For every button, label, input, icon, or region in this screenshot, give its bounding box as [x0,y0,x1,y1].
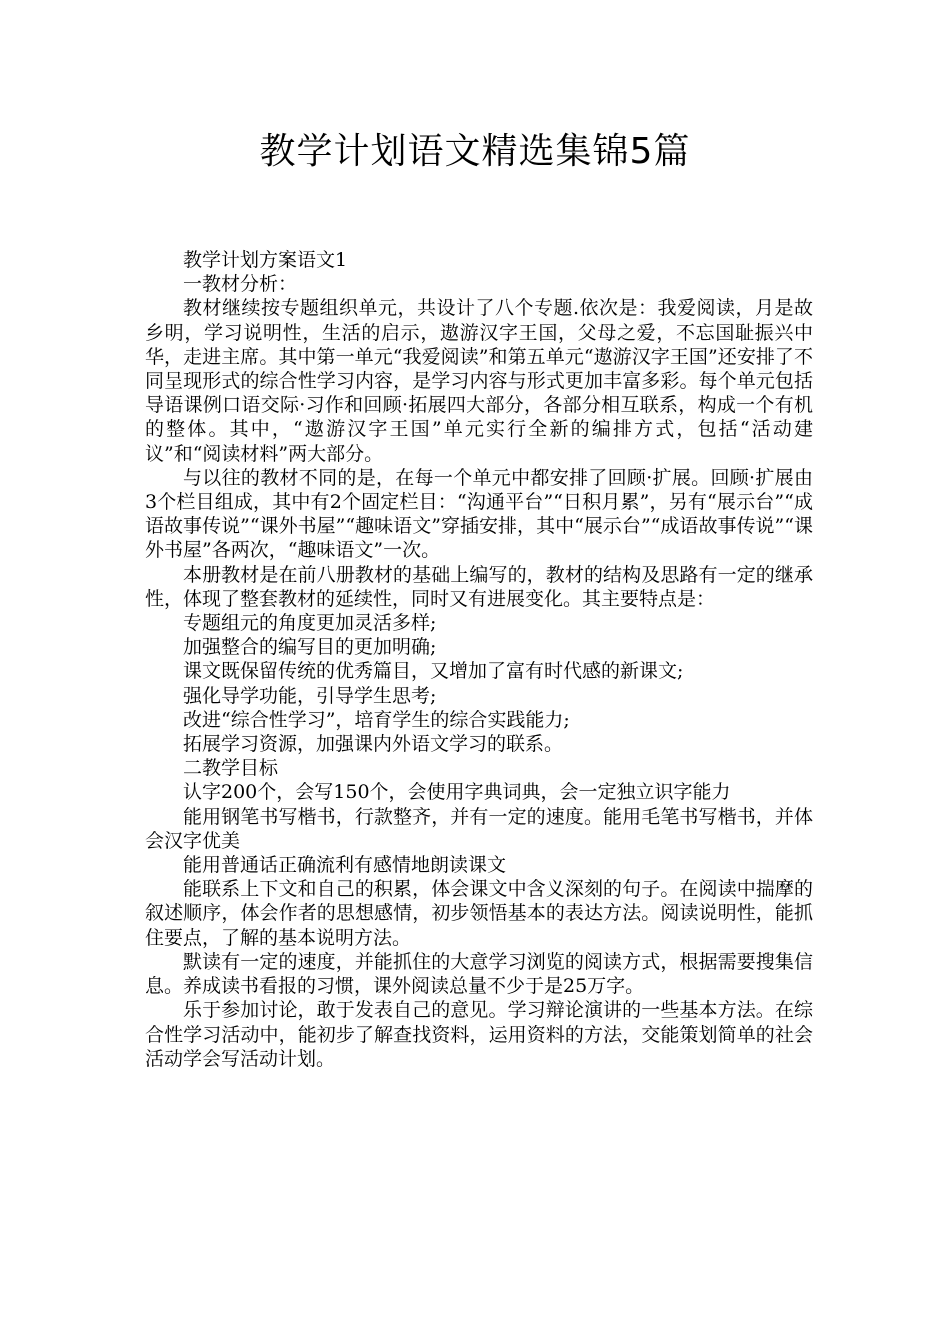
body-paragraph: 乐于参加讨论，敢于发表自己的意见。学习辩论演讲的一些基本方法。在综合性学习活动中，能初步了解查找资料，运用资料的方法，交能策划简单的社会活动学会写活动计划。 [145,999,813,1070]
subsection-heading: 二教学目标 [183,757,279,780]
body-paragraph: 能联系上下文和自己的积累，体会课文中含义深刻的句子。在阅读中揣摩的叙述顺序，体会作者的思想感情，初步领悟基本的表达方法。阅读说明性，能抓住要点，了解的基本说明方法。 [145,878,813,949]
section-heading: 教学计划方案语文1 [183,249,348,271]
body-paragraph: 本册教材是在前八册教材的基础上编写的，教材的结构及思路有一定的继承性，体现了整套教材的延续性，同时又有进展变化。其主要特点是： [145,563,813,610]
list-item: 拓展学习资源，加强课内外语文学习的联系。 [183,733,564,756]
body-paragraph: 教材继续按专题组织单元，共设计了八个专题.依次是：我爱阅读，月是故乡明，学习说明性，生活的启示，遨游汉字王国，父母之爱，不忘国耻振兴中华，走进主席。其中第一单元“我爱阅读”和第五单元“遨游汉字王国”还安排了不同呈现形式的综合性学习内容，是学习内容与形式更加丰富多彩。每个单元包括导语课例口语交际·习作和回顾·拓展四大部分，各部分相互联系，构成一个有机的整体。其中，“遨游汉字王国”单元实行全新的编排方式，包括“活动建议”和“阅读材料”两大部分。 [145,297,813,465]
subsection-heading: 一教材分析： [183,273,298,296]
body-paragraph: 默读有一定的速度，并能抓住的大意学习浏览的阅读方式，根据需要搜集信息。养成读书看报的习惯，课外阅读总量不少于是25万字。 [145,950,813,998]
document-title: 教学计划语文精选集锦5篇 [259,131,691,172]
body-paragraph: 能用钢笔书写楷书，行款整齐，并有一定的速度。能用毛笔书写楷书，并体会汉字优美 [145,805,813,852]
list-item: 专题组元的角度更加灵活多样; [183,612,437,635]
body-paragraph: 认字200个，会写150个，会使用字典词典，会一定独立识字能力 [183,781,731,804]
document-body [145,248,813,1071]
body-paragraph: 与以往的教材不同的是，在每一个单元中都安排了回顾·扩展。回顾·扩展由3个栏目组成，其中有2个固定栏目：“沟通平台”“日积月累”，另有“展示台”“成语故事传说”“课外书屋”“趣味语文”穿插安排，其中“展示台”“成语故事传说”“课外书屋”各两次，“趣味语文”一次。 [145,466,813,562]
list-item: 改进“综合性学习”，培育学生的综合实践能力; [183,708,570,731]
list-item: 课文既保留传统的优秀篇目，又增加了富有时代感的新课文; [183,660,684,683]
list-item: 加强整合的编写目的更加明确; [183,636,437,659]
list-item: 强化导学功能，引导学生思考; [183,684,437,707]
body-paragraph: 能用普通话正确流利有感情地朗读课文 [183,854,507,877]
